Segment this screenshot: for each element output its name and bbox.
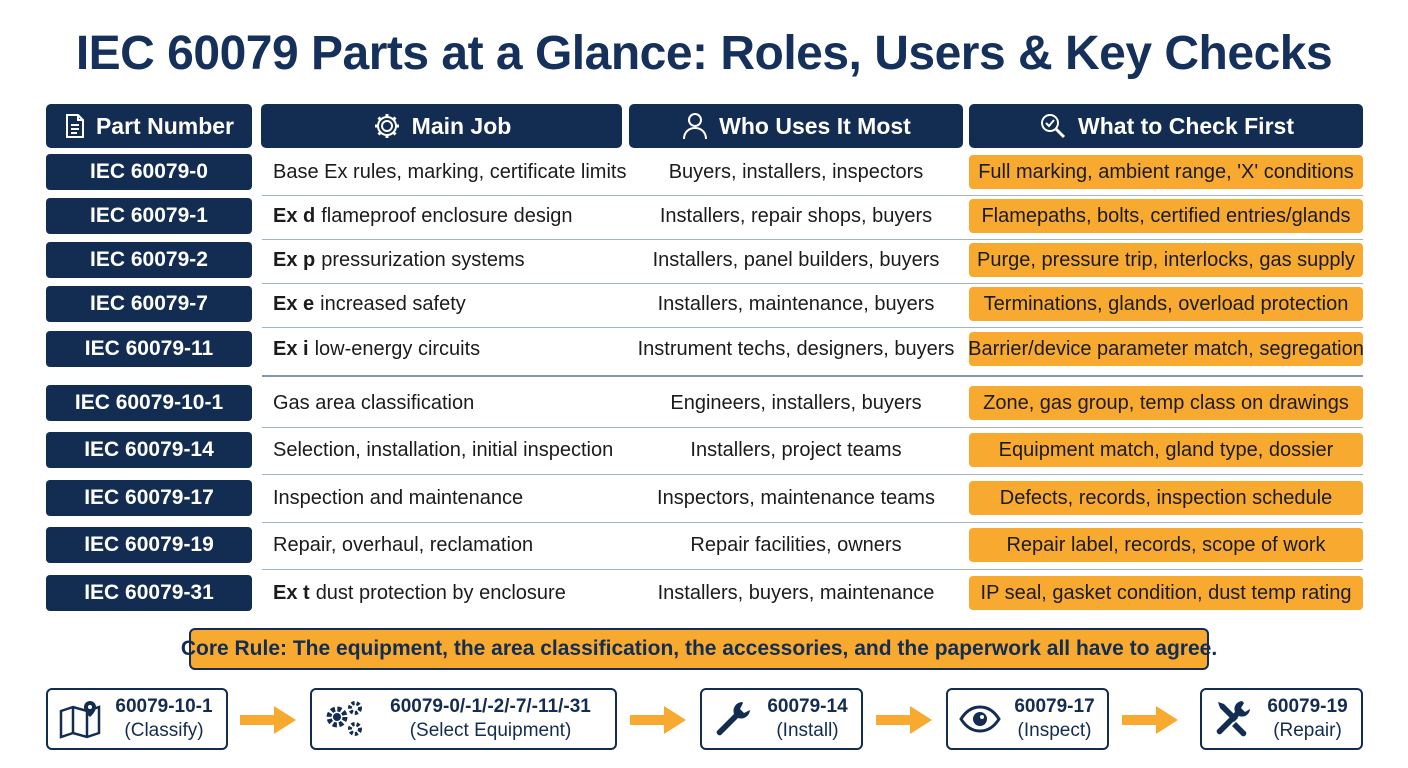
row-divider: [262, 474, 1363, 475]
flow-step-inspect: [946, 688, 1109, 750]
job-text: flameproof enclosure design: [321, 204, 573, 227]
main-job: [273, 198, 623, 234]
flow-step-classify: [46, 688, 228, 750]
row-divider: [262, 327, 1363, 328]
flow-step-label: (Inspect): [1017, 720, 1092, 741]
flow-step-label: (Repair): [1273, 720, 1342, 741]
who-uses: Buyers, installers, inspectors: [668, 160, 924, 183]
who-uses: Inspectors, maintenance teams: [657, 486, 935, 509]
map-icon: [58, 699, 102, 739]
part-number: IEC 60079-10-1: [46, 385, 252, 421]
document-icon: [64, 113, 86, 139]
header-what-to-check: [969, 104, 1363, 148]
flow-step-code: 60079-19: [1267, 696, 1348, 717]
flow-step-install: [700, 688, 863, 750]
flow-step-code: 60079-17: [1014, 696, 1095, 717]
main-job: [273, 286, 623, 322]
check-first: Barrier/device parameter match, segregation: [969, 332, 1363, 366]
part-number: IEC 60079-7: [46, 286, 252, 322]
flow-arrow-icon: [1120, 704, 1180, 736]
flow-step-label: (Install): [776, 720, 839, 741]
protection-code: Ex i: [273, 337, 309, 360]
job-text: increased safety: [320, 292, 466, 315]
job-text: Repair, overhaul, reclamation: [273, 533, 534, 556]
part-number: IEC 60079-17: [46, 480, 252, 516]
job-text: low-energy circuits: [314, 337, 481, 360]
flow-step-code: 60079-0/-1/-2/-7/-11/-31: [390, 696, 591, 717]
protection-code: Ex e: [273, 292, 315, 315]
flow-step-label: (Classify): [124, 720, 204, 741]
job-text: Selection, installation, initial inspection: [273, 438, 614, 461]
job-text: pressurization systems: [321, 248, 525, 271]
gears-icon: [322, 699, 366, 739]
header-label: Who Uses It Most: [719, 112, 911, 139]
flow-step-text: [102, 695, 226, 743]
magnifier-icon: [1038, 111, 1068, 141]
part-number: IEC 60079-0: [46, 154, 252, 190]
header-who-uses: [629, 104, 963, 148]
flow-arrow-icon: [628, 704, 688, 736]
flow-step-text: [1254, 695, 1361, 743]
part-number: IEC 60079-11: [46, 331, 252, 367]
check-first: Terminations, glands, overload protection: [969, 287, 1363, 321]
wrench-icon: [712, 698, 754, 740]
part-number: IEC 60079-31: [46, 575, 252, 611]
check-first: Defects, records, inspection schedule: [969, 481, 1363, 515]
row-divider: [262, 569, 1363, 570]
header-main-job: [261, 104, 622, 148]
part-number: IEC 60079-14: [46, 432, 252, 468]
check-first: IP seal, gasket condition, dust temp rating: [969, 576, 1363, 610]
protection-code: Ex d: [273, 204, 316, 227]
who-uses: Engineers, installers, buyers: [670, 391, 922, 414]
main-job: [273, 154, 627, 190]
main-job: [273, 432, 623, 468]
job-text: Inspection and maintenance: [273, 486, 524, 509]
eye-icon: [958, 699, 1002, 739]
check-first: Flamepaths, bolts, certified entries/glands: [969, 199, 1363, 233]
check-first: Equipment match, gland type, dossier: [969, 433, 1363, 467]
flow-arrow-icon: [238, 704, 298, 736]
header-part-number: [46, 104, 252, 148]
check-first: Repair label, records, scope of work: [969, 528, 1363, 562]
part-number: IEC 60079-19: [46, 527, 252, 563]
main-job: [273, 575, 623, 611]
job-text: dust protection by enclosure: [315, 581, 566, 604]
flow-step-text: [1002, 695, 1107, 743]
flow-arrow-icon: [874, 704, 934, 736]
flow-step-label: (Select Equipment): [409, 720, 572, 741]
who-uses: Instrument techs, designers, buyers: [637, 337, 955, 360]
user-icon: [681, 111, 709, 141]
protection-code: Ex p: [273, 248, 316, 271]
check-first: Full marking, ambient range, 'X' conditions: [969, 155, 1363, 189]
main-job: [273, 385, 623, 421]
main-job: [273, 527, 623, 563]
main-job: [273, 242, 623, 278]
tools-icon: [1212, 698, 1254, 740]
header-label: Part Number: [95, 112, 235, 139]
who-uses: Installers, project teams: [690, 438, 902, 461]
flow-step-select-equipment: [310, 688, 617, 750]
check-first: Purge, pressure trip, interlocks, gas supply: [969, 243, 1363, 277]
flow-step-text: [754, 695, 861, 743]
row-divider: [262, 283, 1363, 284]
part-number: IEC 60079-2: [46, 242, 252, 278]
check-first: Zone, gas group, temp class on drawings: [969, 386, 1363, 420]
who-uses: Installers, maintenance, buyers: [657, 292, 935, 315]
who-uses: Installers, buyers, maintenance: [657, 581, 935, 604]
section-divider: [262, 375, 1363, 377]
protection-code: Ex t: [273, 581, 310, 604]
flow-step-code: 60079-10-1: [115, 696, 213, 717]
job-text: Base Ex rules, marking, certificate limits: [273, 160, 627, 183]
header-label: Main Job: [411, 112, 512, 139]
flow-step-text: [366, 695, 615, 743]
who-uses: Repair facilities, owners: [690, 533, 902, 556]
part-number: IEC 60079-1: [46, 198, 252, 234]
who-uses: Installers, panel builders, buyers: [652, 248, 940, 271]
flow-step-repair: [1200, 688, 1363, 750]
job-text: Gas area classification: [273, 391, 475, 414]
row-divider: [262, 239, 1363, 240]
page-title: IEC 60079 Parts at a Glance: Roles, Users & Key Checks: [75, 27, 1333, 80]
who-uses: Installers, repair shops, buyers: [659, 204, 933, 227]
row-divider: [262, 427, 1363, 428]
row-divider: [262, 195, 1363, 196]
main-job: [273, 480, 623, 516]
header-label: What to Check First: [1078, 112, 1294, 139]
row-divider: [262, 522, 1363, 523]
flow-step-code: 60079-14: [767, 696, 848, 717]
gear-icon: [372, 111, 402, 141]
main-job: [273, 331, 623, 367]
core-rule-banner: Core Rule: The equipment, the area classification, the accessories, and the paperwork all have to agree.: [189, 628, 1209, 670]
